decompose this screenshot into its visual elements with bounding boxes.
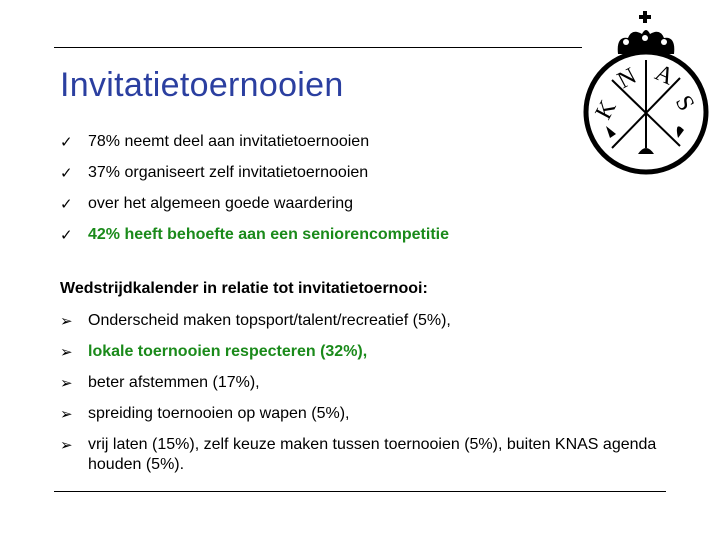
bottom-divider: [54, 491, 666, 492]
arrow-bullet-icon: ➢: [60, 436, 73, 454]
list-item-text: 37% organiseert zelf invitatietoernooien: [88, 164, 369, 181]
list-item-text: vrij laten (15%), zelf keuze maken tussen toernooien (5%), buiten KNAS agenda houden (5%).: [88, 436, 657, 473]
list-item: [60, 435, 698, 475]
list-item-text: over het algemeen goede waardering: [88, 195, 354, 212]
arrow-bullet-icon: ➢: [60, 405, 73, 423]
knas-crest-icon: [582, 8, 712, 178]
list-item: [60, 311, 698, 331]
list-item: [60, 132, 449, 152]
list-item: [60, 342, 698, 362]
check-icon: ✓: [60, 195, 73, 213]
check-list: [60, 132, 449, 256]
list-item-text: Onderscheid maken topsport/talent/recreatief (5%),: [88, 312, 451, 329]
logo-letter: A: [650, 59, 678, 91]
logo-letter: N: [613, 63, 641, 95]
check-icon: ✓: [60, 133, 73, 151]
check-icon: ✓: [60, 164, 73, 182]
list-item-text-highlight: 42% heeft behoefte aan een seniorencompetitie: [88, 226, 449, 243]
list-item: [60, 373, 698, 393]
list-item: [60, 225, 449, 245]
top-divider: [54, 47, 582, 48]
arrow-bullet-icon: ➢: [60, 374, 73, 392]
list-item-text: beter afstemmen (17%),: [88, 374, 260, 391]
list-item: [60, 163, 449, 183]
list-item-text: 78% neemt deel aan invitatietoernooien: [88, 133, 370, 150]
arrow-bullet-icon: ➢: [60, 312, 73, 330]
list-item-text: spreiding toernooien op wapen (5%),: [88, 405, 350, 422]
logo-letter: S: [669, 91, 700, 116]
arrow-list: [60, 311, 698, 486]
check-icon: ✓: [60, 226, 73, 244]
page-title: Invitatietoernooien: [60, 66, 344, 104]
section-heading: Wedstrijdkalender in relatie tot invitatietoernooi:: [60, 280, 428, 297]
logo-letter: K: [590, 96, 622, 124]
list-item: [60, 404, 698, 424]
list-item: [60, 194, 449, 214]
list-item-text-highlight: lokale toernooien respecteren (32%),: [88, 343, 368, 360]
arrow-bullet-icon: ➢: [60, 343, 73, 361]
